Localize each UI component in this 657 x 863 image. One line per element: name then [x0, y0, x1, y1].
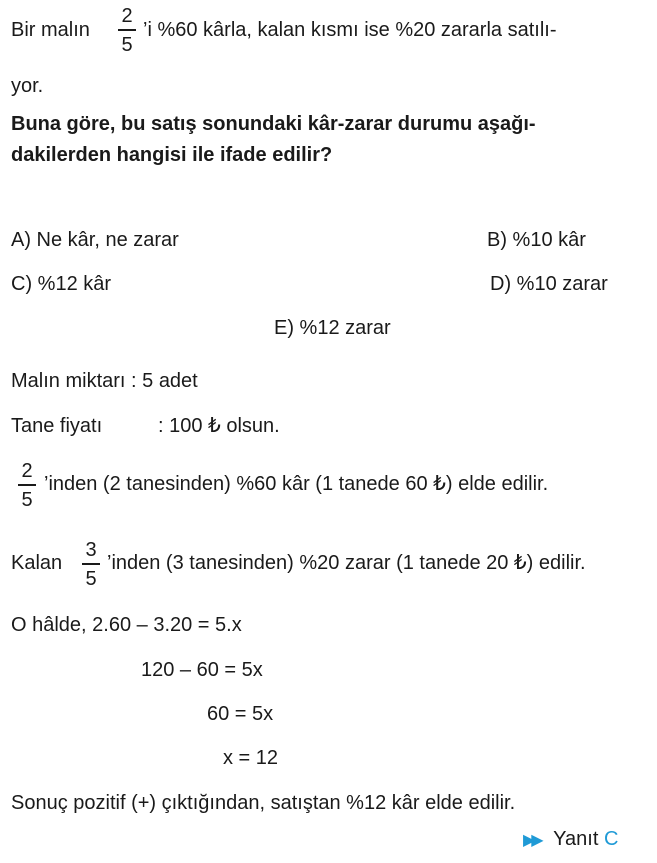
fraction-numerator: 3	[85, 539, 97, 561]
step1-fraction	[18, 461, 36, 510]
question-line1-start: Bir malın	[11, 19, 90, 41]
step2-fraction	[82, 540, 100, 589]
fraction-bar	[82, 563, 100, 565]
fraction-denominator: 5	[21, 489, 33, 511]
fraction-bar	[118, 29, 136, 31]
question-prompt-line2: dakilerden hangisi ile ifade edilir?	[11, 144, 333, 166]
option-a: A) Ne kâr, ne zarar	[11, 229, 179, 251]
fraction-numerator: 2	[121, 5, 133, 27]
fraction-denominator: 5	[121, 34, 133, 56]
equation-2: 120 – 60 = 5x	[141, 659, 263, 681]
fraction-denominator: 5	[85, 568, 97, 590]
step1-text: ’inden (2 tanesinden) %60 kâr (1 tanede 60 ₺) elde edilir.	[44, 473, 549, 495]
question-line2: yor.	[11, 75, 44, 97]
question-prompt-line1: Buna göre, bu satış sonundaki kâr-zarar durumu aşağı-	[11, 113, 536, 135]
solution-price-label: Tane fiyatı	[11, 415, 103, 437]
question-fraction	[118, 6, 136, 55]
option-d: D) %10 zarar	[490, 273, 608, 295]
answer-line	[523, 829, 618, 849]
step2-start: Kalan	[11, 552, 63, 574]
option-b: B) %10 kâr	[487, 229, 586, 251]
question-line1-end: ’i %60 kârla, kalan kısmı ise %20 zararla satılı-	[143, 19, 557, 41]
answer-label: Yanıt	[553, 828, 599, 850]
solution-price-value: : 100 ₺ olsun.	[158, 415, 280, 437]
fraction-numerator: 2	[21, 460, 33, 482]
double-arrow-icon: ▶▶	[523, 832, 540, 849]
equation-1: O hâlde, 2.60 – 3.20 = 5.x	[11, 614, 242, 636]
fraction-bar	[18, 484, 36, 486]
equation-3: 60 = 5x	[207, 703, 274, 725]
option-c: C) %12 kâr	[11, 273, 112, 295]
equation-4: x = 12	[223, 747, 279, 769]
solution-conclusion: Sonuç pozitif (+) çıktığından, satıştan %12 kâr elde edilir.	[11, 792, 516, 814]
option-e: E) %12 zarar	[274, 317, 391, 339]
step2-text: ’inden (3 tanesinden) %20 zarar (1 tanede 20 ₺) edilir.	[107, 552, 586, 574]
solution-amount: Malın miktarı : 5 adet	[11, 370, 198, 392]
answer-letter: C	[603, 828, 619, 850]
